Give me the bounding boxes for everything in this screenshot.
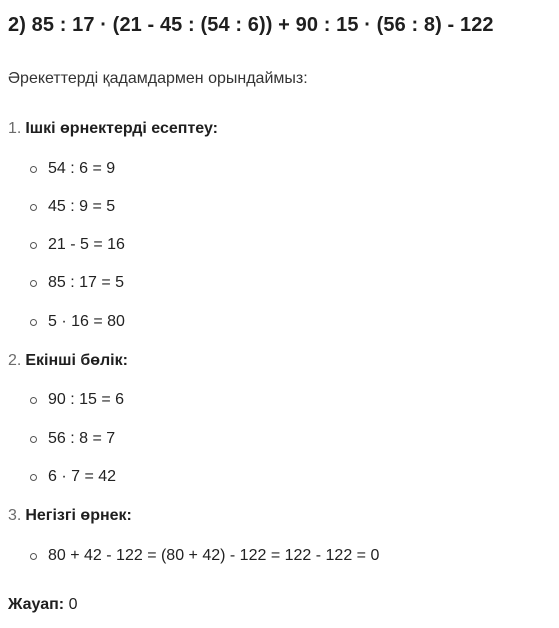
step-2-title — [8, 352, 128, 370]
step-2-item-text: 90 : 15 = 6 — [48, 391, 125, 408]
answer-line — [8, 596, 78, 614]
step-1-item-text: 85 : 17 = 5 — [48, 274, 125, 291]
step-2-item — [30, 468, 116, 486]
step-1-title — [8, 120, 218, 138]
step-2-item — [30, 391, 124, 409]
step-1-item-text: 5 · 16 = 80 — [48, 313, 125, 330]
step-2-item — [30, 430, 115, 448]
step-2-item-text: 6 · 7 = 42 — [48, 468, 117, 485]
bullet-icon — [30, 319, 37, 326]
answer-value: 0 — [68, 596, 78, 613]
step-3-heading: Негізгі өрнек: — [25, 507, 132, 524]
step-3-title — [8, 507, 132, 525]
step-1-heading: Ішкі өрнектерді есептеу: — [25, 120, 218, 137]
problem-title: 2) 85 : 17 · (21 - 45 : (54 : 6)) + 90 : 15 · (56 : 8) - 122 — [8, 14, 494, 36]
step-1-number: 1. — [8, 120, 22, 137]
step-2-number: 2. — [8, 352, 22, 369]
step-1-item — [30, 198, 115, 216]
answer-label: Жауап: — [8, 596, 65, 613]
bullet-icon — [30, 242, 37, 249]
step-1-item — [30, 274, 124, 292]
step-2-item-text: 56 : 8 = 7 — [48, 430, 116, 447]
intro-text: Әрекеттерді қадамдармен орындаймыз: — [8, 70, 308, 87]
bullet-icon — [30, 553, 37, 560]
step-3-item — [30, 547, 379, 565]
step-1-item-text: 54 : 6 = 9 — [48, 160, 116, 177]
bullet-icon — [30, 204, 37, 211]
step-1-item-text: 45 : 9 = 5 — [48, 198, 116, 215]
step-3-number: 3. — [8, 507, 22, 524]
bullet-icon — [30, 436, 37, 443]
step-1-item-text: 21 - 5 = 16 — [48, 236, 125, 253]
step-3-item-text: 80 + 42 - 122 = (80 + 42) - 122 = 122 - 122 = 0 — [48, 547, 380, 564]
bullet-icon — [30, 166, 37, 173]
step-2-heading: Екінші бөлік: — [25, 352, 128, 369]
bullet-icon — [30, 280, 37, 287]
bullet-icon — [30, 397, 37, 404]
step-1-item — [30, 160, 115, 178]
step-1-item — [30, 236, 125, 254]
bullet-icon — [30, 474, 37, 481]
step-1-item — [30, 313, 125, 331]
